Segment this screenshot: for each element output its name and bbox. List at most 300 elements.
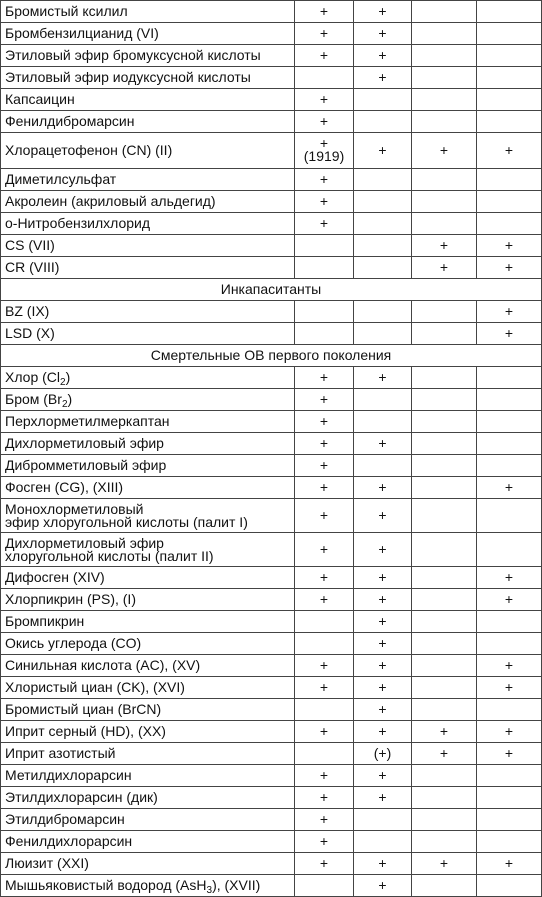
usage-mark: + <box>319 789 329 805</box>
agent-name: Фенилдибромарсин <box>5 113 135 129</box>
table-row <box>1 743 542 765</box>
agent-name-part: ) <box>65 369 71 385</box>
agent-name: Капсаицин <box>5 91 75 107</box>
usage-mark: + <box>319 369 329 385</box>
agent-name-cell <box>1 743 295 765</box>
mark-cell-col-1 <box>295 809 354 831</box>
mark-cell-col-3 <box>412 389 477 411</box>
mark-cell-col-4 <box>477 411 542 433</box>
usage-mark: (+) <box>373 745 392 761</box>
agent-name-cell <box>1 133 295 169</box>
table-row <box>1 677 542 699</box>
agent-name: Фенилдихлорарсин <box>5 833 133 849</box>
mark-cell-col-1 <box>295 743 354 765</box>
mark-cell-col-1 <box>295 67 354 89</box>
mark-cell-col-3 <box>412 831 477 853</box>
mark-cell-col-1 <box>295 23 354 45</box>
agent-name: Бромпикрин <box>5 613 85 629</box>
mark-cell-col-3 <box>412 477 477 499</box>
agent-name-cell <box>1 411 295 433</box>
agent-name: CR (VIII) <box>5 259 60 275</box>
mark-cell-col-3 <box>412 589 477 611</box>
mark-cell-col-4 <box>477 191 542 213</box>
table-row <box>1 213 542 235</box>
agent-name: Этиловый эфир иодуксусной кислоты <box>5 69 251 85</box>
agent-name: CS (VII) <box>5 237 55 253</box>
table-row <box>1 499 542 533</box>
table-row <box>1 191 542 213</box>
mark-cell-col-2 <box>354 89 412 111</box>
mark-cell-col-2 <box>354 611 412 633</box>
table-row <box>1 389 542 411</box>
usage-mark: + <box>319 479 329 495</box>
usage-mark: + <box>504 259 514 275</box>
agent-name: BZ (IX) <box>5 303 50 319</box>
mark-cell-col-4 <box>477 67 542 89</box>
agent-name-cell <box>1 67 295 89</box>
agent-name: Этилдибромарсин <box>5 811 125 827</box>
mark-cell-col-4 <box>477 169 542 191</box>
usage-mark: + <box>319 507 329 523</box>
mark-cell-col-1 <box>295 323 354 345</box>
table-row <box>1 367 542 389</box>
mark-cell-col-2 <box>354 743 412 765</box>
agent-name-part: Бром (Br <box>5 391 62 407</box>
mark-cell-col-2 <box>354 853 412 875</box>
mark-cell-col-3 <box>412 411 477 433</box>
mark-cell-col-2 <box>354 257 412 279</box>
table-row <box>1 853 542 875</box>
usage-mark: + <box>378 3 387 19</box>
agent-name: Иприт азотистый <box>5 745 116 761</box>
mark-cell-col-1 <box>295 235 354 257</box>
mark-cell-col-2 <box>354 533 412 567</box>
agent-name-cell <box>1 655 295 677</box>
agent-name-cell <box>1 875 295 897</box>
mark-cell-col-3 <box>412 1 477 23</box>
mark-cell-col-2 <box>354 323 412 345</box>
table-row <box>1 257 542 279</box>
mark-cell-col-3 <box>412 45 477 67</box>
mark-cell-col-4 <box>477 499 542 533</box>
mark-cell-col-3 <box>412 853 477 875</box>
mark-cell-col-2 <box>354 213 412 235</box>
mark-cell-col-4 <box>477 787 542 809</box>
mark-cell-col-3 <box>412 743 477 765</box>
mark-cell-col-3 <box>412 257 477 279</box>
mark-cell-col-2 <box>354 301 412 323</box>
table-row <box>1 323 542 345</box>
table-row <box>1 433 542 455</box>
usage-mark: + <box>504 325 514 341</box>
agent-name-part: ) <box>67 391 73 407</box>
table-row <box>1 787 542 809</box>
usage-mark: + <box>319 25 329 41</box>
mark-cell-col-2 <box>354 809 412 831</box>
agent-name-cell <box>1 533 295 567</box>
mark-cell-col-1 <box>295 169 354 191</box>
mark-cell-col-3 <box>412 787 477 809</box>
mark-cell-col-1 <box>295 133 354 169</box>
mark-cell-col-1 <box>295 367 354 389</box>
table-row <box>1 611 542 633</box>
usage-mark: + <box>378 877 387 893</box>
mark-cell-col-3 <box>412 499 477 533</box>
agent-name-cell <box>1 611 295 633</box>
usage-mark: + <box>378 855 387 871</box>
mark-cell-col-3 <box>412 367 477 389</box>
agent-name-cell <box>1 235 295 257</box>
usage-mark: + <box>504 479 514 495</box>
mark-cell-col-1 <box>295 389 354 411</box>
table-row <box>1 655 542 677</box>
mark-cell-col-1 <box>295 765 354 787</box>
usage-mark: + <box>378 435 387 451</box>
table-row <box>1 133 542 169</box>
mark-cell-col-3 <box>412 323 477 345</box>
mark-cell-col-4 <box>477 831 542 853</box>
agent-name: Бромистый циан (BrCN) <box>5 701 162 717</box>
usage-mark: + <box>504 657 514 673</box>
mark-cell-col-1 <box>295 875 354 897</box>
agent-name-cell <box>1 191 295 213</box>
mark-cell-col-4 <box>477 765 542 787</box>
usage-mark: + <box>319 171 329 187</box>
mark-cell-col-1 <box>295 589 354 611</box>
usage-mark: + <box>439 142 449 158</box>
mark-cell-col-3 <box>412 633 477 655</box>
agent-name: Этилдихлорарсин (дик) <box>5 789 158 805</box>
mark-cell-col-4 <box>477 655 542 677</box>
mark-cell-col-3 <box>412 721 477 743</box>
table-row <box>1 455 542 477</box>
usage-mark: + <box>439 237 449 253</box>
mark-cell-col-1 <box>295 853 354 875</box>
mark-cell-col-2 <box>354 235 412 257</box>
mark-cell-col-1 <box>295 721 354 743</box>
usage-mark: + <box>319 135 329 151</box>
mark-cell-col-1 <box>295 257 354 279</box>
mark-cell-col-2 <box>354 389 412 411</box>
mark-cell-col-4 <box>477 477 542 499</box>
agent-name-line: Дихлорметиловый эфир <box>5 534 164 551</box>
agent-name-cell <box>1 301 295 323</box>
agent-name-cell <box>1 455 295 477</box>
mark-cell-col-4 <box>477 533 542 567</box>
usage-mark: + <box>319 215 329 231</box>
mark-cell-col-3 <box>412 23 477 45</box>
mark-cell-col-3 <box>412 433 477 455</box>
mark-cell-col-2 <box>354 567 412 589</box>
agent-name: Дибромметиловый эфир <box>5 457 167 473</box>
mark-cell-col-3 <box>412 533 477 567</box>
usage-mark: + <box>319 679 329 695</box>
table-row <box>1 809 542 831</box>
mark-cell-col-3 <box>412 809 477 831</box>
mark-cell-col-1 <box>295 477 354 499</box>
mark-cell-col-3 <box>412 611 477 633</box>
mark-cell-col-2 <box>354 411 412 433</box>
year-note: (1919) <box>303 148 345 164</box>
mark-cell-col-3 <box>412 169 477 191</box>
agent-name-cell <box>1 367 295 389</box>
agent-name-part: Хлор (Cl <box>5 369 61 385</box>
mark-cell-col-4 <box>477 699 542 721</box>
agent-name: о-Нитробензилхлорид <box>5 215 151 231</box>
mark-cell-col-3 <box>412 655 477 677</box>
table-row <box>1 831 542 853</box>
agent-name: Этиловый эфир бромуксусной кислоты <box>5 47 261 63</box>
mark-cell-col-4 <box>477 133 542 169</box>
agent-name: Окись углерода (CO) <box>5 635 142 651</box>
mark-cell-col-4 <box>477 235 542 257</box>
agent-name-cell <box>1 765 295 787</box>
agent-name: Диметилсульфат <box>5 171 117 187</box>
mark-cell-col-4 <box>477 455 542 477</box>
mark-cell-col-1 <box>295 213 354 235</box>
mark-cell-col-1 <box>295 633 354 655</box>
mark-cell-col-4 <box>477 433 542 455</box>
mark-cell-col-4 <box>477 367 542 389</box>
table-row <box>1 111 542 133</box>
mark-cell-col-2 <box>354 589 412 611</box>
usage-mark: + <box>378 591 387 607</box>
mark-cell-col-1 <box>295 533 354 567</box>
usage-mark: + <box>439 855 449 871</box>
usage-mark: + <box>319 91 329 107</box>
table-row <box>1 89 542 111</box>
mark-cell-col-2 <box>354 633 412 655</box>
usage-mark: + <box>378 369 387 385</box>
mark-cell-col-3 <box>412 213 477 235</box>
usage-mark: + <box>319 767 329 783</box>
mark-cell-col-4 <box>477 257 542 279</box>
table-row <box>1 875 542 897</box>
mark-cell-col-4 <box>477 111 542 133</box>
usage-mark: + <box>439 723 449 739</box>
mark-cell-col-2 <box>354 455 412 477</box>
agent-name-cell <box>1 499 295 533</box>
mark-cell-col-4 <box>477 389 542 411</box>
usage-mark: + <box>378 789 387 805</box>
agent-name: Перхлорметилмеркаптан <box>5 413 170 429</box>
table-row <box>1 633 542 655</box>
mark-cell-col-2 <box>354 191 412 213</box>
agent-name: Хлорацетофенон (CN) (II) <box>5 142 173 158</box>
usage-mark: + <box>504 591 514 607</box>
agent-name-line: хлоругольной кислоты (палит II) <box>5 547 214 564</box>
mark-cell-col-3 <box>412 89 477 111</box>
mark-with-year <box>304 137 344 163</box>
mark-cell-col-3 <box>412 699 477 721</box>
mark-cell-col-2 <box>354 133 412 169</box>
section-header-row <box>1 279 542 301</box>
mark-cell-col-2 <box>354 787 412 809</box>
agent-name: Дихлорметиловый эфир <box>5 435 164 451</box>
mark-cell-col-2 <box>354 111 412 133</box>
mark-cell-col-1 <box>295 89 354 111</box>
mark-cell-col-3 <box>412 455 477 477</box>
mark-cell-col-3 <box>412 301 477 323</box>
usage-mark: + <box>378 47 387 63</box>
usage-mark: + <box>319 541 329 557</box>
agent-name: Синильная кислота (AC), (XV) <box>5 657 201 673</box>
usage-mark: + <box>378 635 387 651</box>
mark-cell-col-1 <box>295 611 354 633</box>
usage-mark: + <box>319 435 329 451</box>
mark-cell-col-3 <box>412 111 477 133</box>
agent-name: Хлористый циан (CK), (XVI) <box>5 679 185 695</box>
mark-cell-col-2 <box>354 433 412 455</box>
agent-name-cell <box>1 589 295 611</box>
agent-name-subscript: 2 <box>61 399 68 410</box>
usage-mark: + <box>504 679 514 695</box>
usage-mark: + <box>319 569 329 585</box>
agent-name-cell <box>1 677 295 699</box>
usage-mark: + <box>319 833 329 849</box>
agent-name-cell <box>1 831 295 853</box>
agent-name-cell <box>1 809 295 831</box>
agent-name-subscript: 3 <box>206 885 213 896</box>
agent-name-cell <box>1 567 295 589</box>
mark-cell-col-4 <box>477 809 542 831</box>
section-header-row <box>1 345 542 367</box>
mark-cell-col-1 <box>295 1 354 23</box>
agent-name-cell <box>1 433 295 455</box>
mark-cell-col-4 <box>477 323 542 345</box>
agent-name-cell <box>1 477 295 499</box>
table-row <box>1 67 542 89</box>
mark-cell-col-3 <box>412 875 477 897</box>
agent-name-cell <box>1 323 295 345</box>
mark-cell-col-4 <box>477 301 542 323</box>
usage-mark: + <box>319 855 329 871</box>
agent-name: Хлорпикрин (PS), (I) <box>5 591 136 607</box>
mark-cell-col-2 <box>354 655 412 677</box>
table-row <box>1 589 542 611</box>
agent-name-cell <box>1 89 295 111</box>
agent-name: Бромистый ксилил <box>5 3 128 19</box>
agent-name-cell <box>1 853 295 875</box>
mark-cell-col-4 <box>477 589 542 611</box>
section-title: Инкапаситанты <box>1 279 542 301</box>
mark-cell-col-2 <box>354 1 412 23</box>
agent-name-cell <box>1 699 295 721</box>
usage-mark: + <box>378 142 387 158</box>
agent-name-cell <box>1 1 295 23</box>
usage-mark: + <box>378 507 387 523</box>
table-row <box>1 23 542 45</box>
agent-name: LSD (X) <box>5 325 55 341</box>
mark-cell-col-1 <box>295 191 354 213</box>
usage-mark: + <box>319 113 329 129</box>
mark-cell-col-1 <box>295 831 354 853</box>
mark-cell-col-4 <box>477 677 542 699</box>
usage-mark: + <box>319 811 329 827</box>
agent-name-subscript: 2 <box>60 377 66 388</box>
agent-name: Иприт серный (HD), (XX) <box>5 723 166 739</box>
usage-mark: + <box>378 613 387 629</box>
mark-cell-col-2 <box>354 875 412 897</box>
mark-cell-col-4 <box>477 743 542 765</box>
agent-name-part: ), (XVII) <box>212 877 261 893</box>
table-row <box>1 45 542 67</box>
usage-mark: + <box>504 855 514 871</box>
usage-mark: + <box>378 679 387 695</box>
agent-name-cell <box>1 721 295 743</box>
table-row <box>1 533 542 567</box>
usage-mark: + <box>378 657 387 673</box>
agent-name-cell <box>1 257 295 279</box>
mark-cell-col-3 <box>412 567 477 589</box>
usage-mark: + <box>378 569 387 585</box>
mark-cell-col-2 <box>354 45 412 67</box>
agent-name: Люизит (XXI) <box>5 855 89 871</box>
mark-cell-col-1 <box>295 677 354 699</box>
mark-cell-col-3 <box>412 133 477 169</box>
mark-cell-col-4 <box>477 853 542 875</box>
mark-cell-col-1 <box>295 411 354 433</box>
usage-mark: + <box>378 701 387 717</box>
mark-cell-col-4 <box>477 721 542 743</box>
table-row <box>1 699 542 721</box>
mark-cell-col-2 <box>354 23 412 45</box>
mark-cell-col-3 <box>412 191 477 213</box>
mark-cell-col-3 <box>412 235 477 257</box>
mark-cell-col-4 <box>477 23 542 45</box>
agent-name-cell <box>1 169 295 191</box>
usage-mark: + <box>504 142 514 158</box>
mark-cell-col-1 <box>295 111 354 133</box>
usage-mark: + <box>319 193 329 209</box>
mark-cell-col-1 <box>295 301 354 323</box>
agent-name-line: эфир хлоругольной кислоты (палит I) <box>5 513 248 530</box>
mark-cell-col-1 <box>295 433 354 455</box>
table-row <box>1 169 542 191</box>
table-row <box>1 301 542 323</box>
table-row <box>1 477 542 499</box>
agent-name-part: Мышьяковистый водород (AsH <box>5 877 207 893</box>
agent-name: Метилдихлорарсин <box>5 767 132 783</box>
mark-cell-col-2 <box>354 699 412 721</box>
table-row <box>1 721 542 743</box>
table-row <box>1 235 542 257</box>
usage-mark: + <box>378 723 387 739</box>
agent-name-cell <box>1 111 295 133</box>
agent-name: Фосген (CG), (XIII) <box>5 479 124 495</box>
agent-name-cell <box>1 23 295 45</box>
usage-mark: + <box>504 237 514 253</box>
agent-name: Дифосген (XIV) <box>5 569 105 585</box>
agent-name-cell <box>1 45 295 67</box>
usage-mark: + <box>319 591 329 607</box>
usage-mark: + <box>439 259 449 275</box>
mark-cell-col-4 <box>477 213 542 235</box>
usage-mark: + <box>504 745 514 761</box>
table-row <box>1 765 542 787</box>
mark-cell-col-4 <box>477 1 542 23</box>
usage-mark: + <box>378 767 387 783</box>
section-title: Смертельные ОВ первого поколения <box>1 345 542 367</box>
usage-mark: + <box>319 723 329 739</box>
mark-cell-col-2 <box>354 477 412 499</box>
mark-cell-col-4 <box>477 875 542 897</box>
usage-mark: + <box>504 303 514 319</box>
mark-cell-col-4 <box>477 45 542 67</box>
mark-cell-col-1 <box>295 699 354 721</box>
usage-mark: + <box>319 47 329 63</box>
mark-cell-col-4 <box>477 611 542 633</box>
